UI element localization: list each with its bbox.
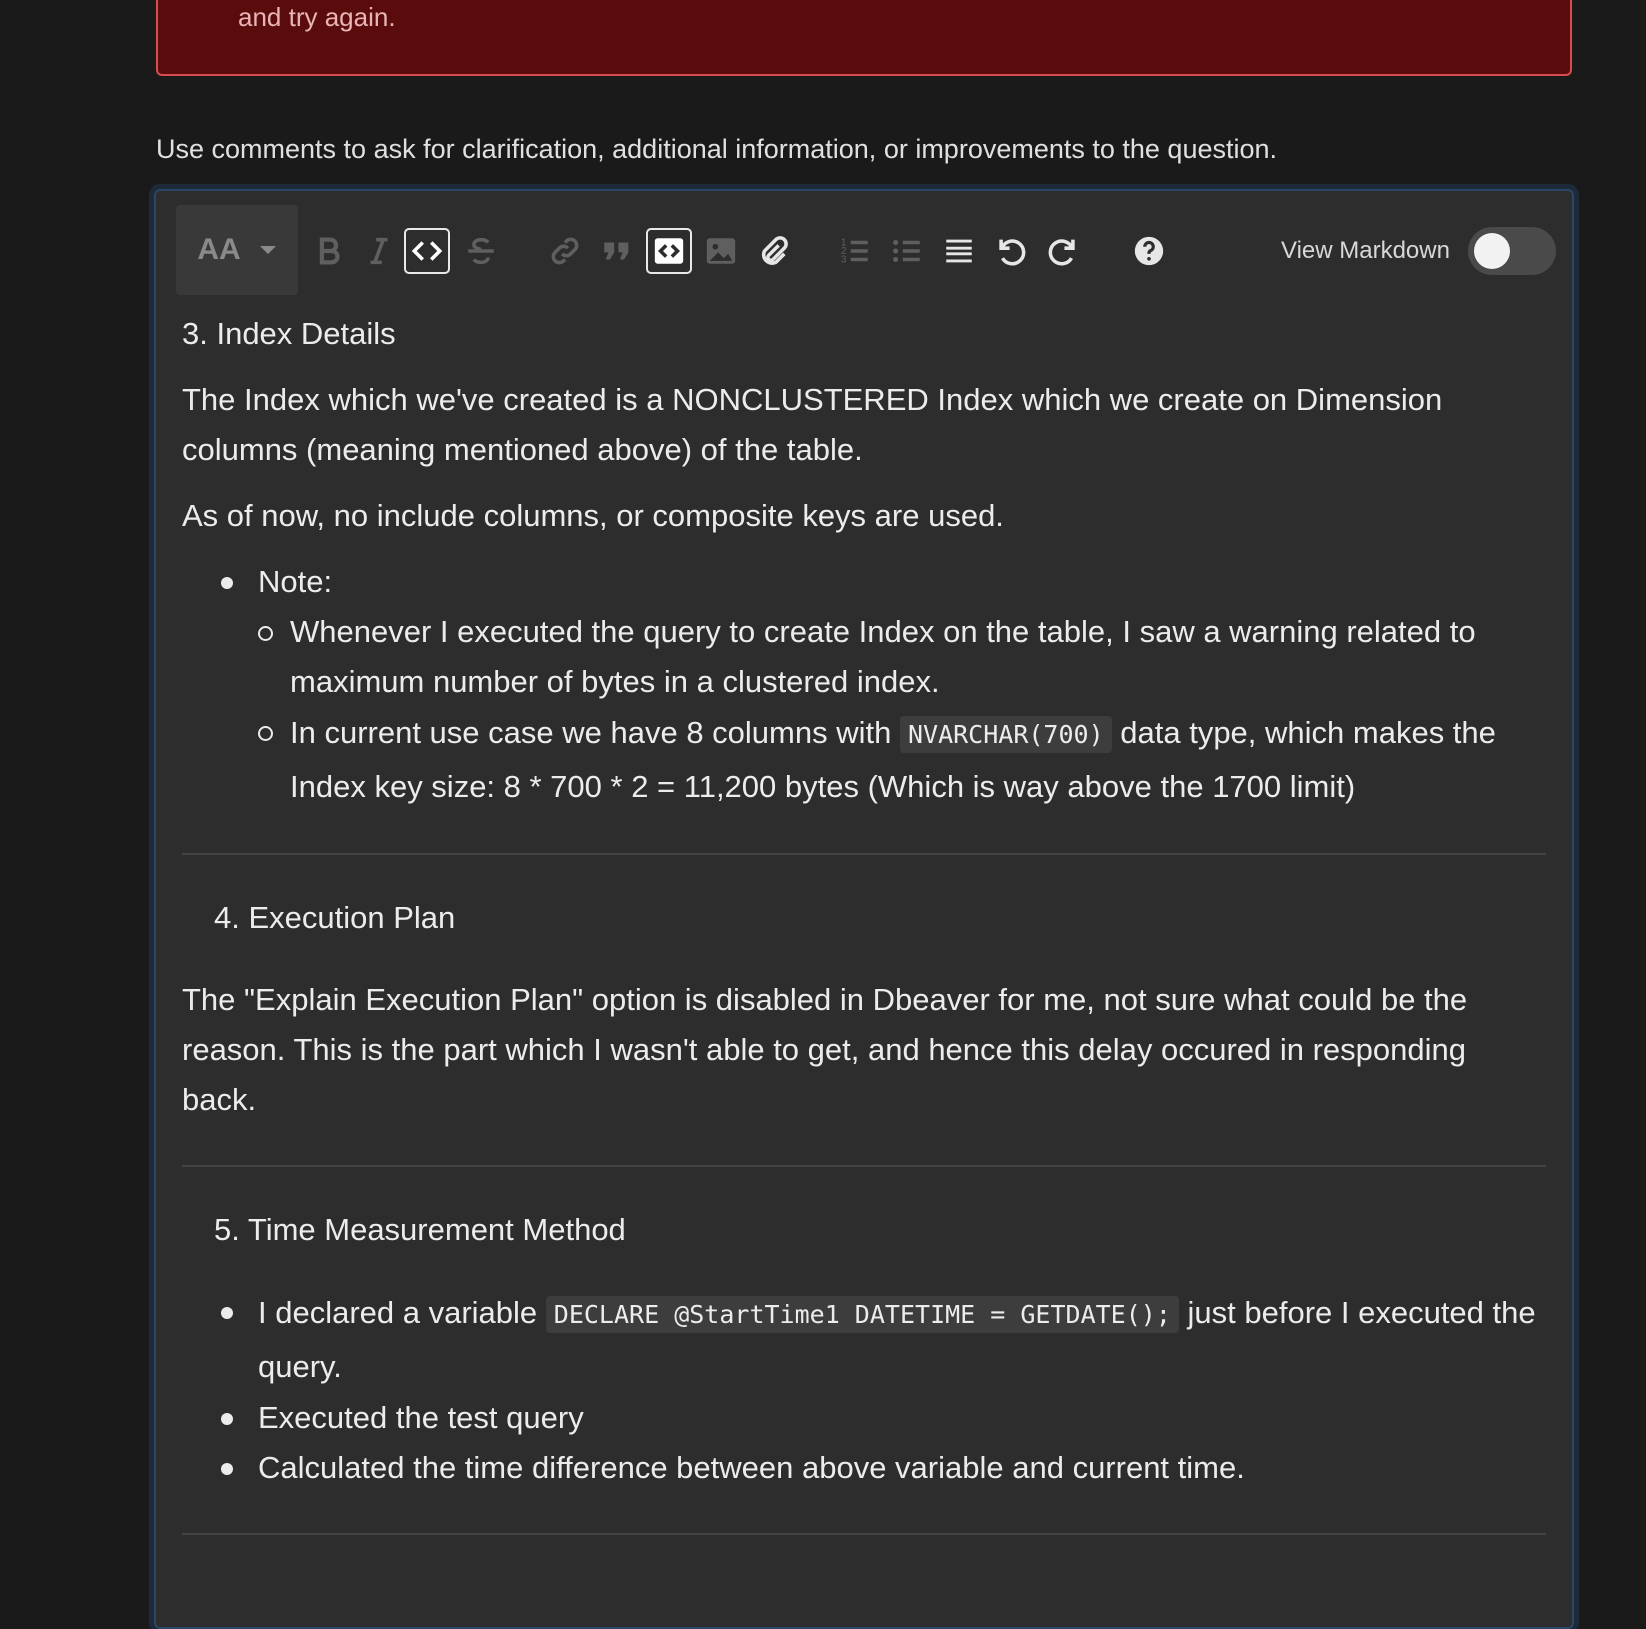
italic-button[interactable] <box>356 228 402 274</box>
bold-icon <box>312 234 346 268</box>
method-item1-text-after: just before I executed the query. <box>258 1295 1536 1384</box>
error-banner <box>156 0 1572 76</box>
section-5-heading: 5. Time Measurement Method <box>214 1212 626 1247</box>
redo-icon <box>1046 234 1080 268</box>
list-item: Executed the test query <box>218 1393 1546 1443</box>
method-list <box>218 1287 1546 1493</box>
comment-hint: Use comments to ask for clarification, additional information, or improvements to the question. <box>156 134 1278 164</box>
editor-toolbar <box>156 191 1572 301</box>
ordered-list-button[interactable] <box>832 228 878 274</box>
note-label: Note: <box>258 564 333 599</box>
link-icon <box>548 234 582 268</box>
strikethrough-icon <box>464 234 498 268</box>
code-icon <box>410 234 444 268</box>
blockquote-button[interactable] <box>594 228 640 274</box>
image-button[interactable] <box>698 228 744 274</box>
section-4-heading: 4. Execution Plan <box>214 900 456 935</box>
bold-button[interactable] <box>306 228 352 274</box>
note-item2-text: In current use case we have 8 columns with <box>290 715 900 750</box>
section-3-paragraph-1: The Index which we've created is a NONCLUSTERED Index which we create on Dimension columns (meaning mentioned above) of the table. <box>182 382 1443 467</box>
method-item1-text: I declared a variable <box>258 1295 546 1330</box>
redo-button[interactable] <box>1040 228 1086 274</box>
horizontal-rule-button[interactable] <box>936 228 982 274</box>
view-markdown-toggle[interactable] <box>1468 227 1556 275</box>
divider <box>182 1165 1546 1167</box>
link-button[interactable] <box>542 228 588 274</box>
divider <box>182 1533 1546 1535</box>
list-item: Whenever I executed the query to create Index on the table, I saw a warning related to maximum number of bytes in a clustered index. <box>258 607 1546 707</box>
view-markdown-label: View Markdown <box>1281 237 1450 264</box>
error-text: and try again. <box>238 2 396 32</box>
section-3-paragraph-2: As of now, no include columns, or composite keys are used. <box>182 498 1004 533</box>
toggle-knob <box>1474 233 1510 269</box>
format-label: AA <box>197 233 241 266</box>
inline-code-button[interactable] <box>404 228 450 274</box>
note-item2-text-after: data type, which makes the Index key size: 8 * 700 * 2 = 11,200 bytes (Which is way above the 1700 limit) <box>290 715 1496 804</box>
bullet-list-icon <box>890 234 924 268</box>
unordered-list-button[interactable] <box>884 228 930 274</box>
list-item <box>258 707 1546 813</box>
code-block-icon <box>652 234 686 268</box>
section-3-heading: 3. Index Details <box>182 316 396 351</box>
code-block-button[interactable] <box>646 228 692 274</box>
divider <box>182 853 1546 855</box>
undo-icon <box>994 234 1028 268</box>
list-item <box>218 557 1546 813</box>
snippet-button[interactable] <box>750 228 796 274</box>
list-item <box>218 1287 1546 1393</box>
list-item: Calculated the time difference between above variable and current time. <box>218 1443 1546 1493</box>
help-button[interactable] <box>1126 228 1172 274</box>
svg-text:3: 3 <box>840 254 847 266</box>
horizontal-rule-icon <box>942 234 976 268</box>
inline-code: NVARCHAR(700) <box>900 716 1112 753</box>
svg-text:1: 1 <box>840 237 847 249</box>
help-icon <box>1132 234 1166 268</box>
paperclip-icon <box>756 234 790 268</box>
strikethrough-button[interactable] <box>458 228 504 274</box>
inline-code: DECLARE @StartTime1 DATETIME = GETDATE(); <box>546 1296 1179 1333</box>
ordered-list-icon <box>838 234 872 268</box>
note-sublist <box>258 607 1546 813</box>
quote-icon <box>600 234 634 268</box>
note-list <box>218 557 1546 813</box>
post-body[interactable] <box>182 301 1546 1573</box>
post-editor[interactable] <box>154 189 1574 1629</box>
italic-icon <box>362 234 396 268</box>
undo-button[interactable] <box>988 228 1034 274</box>
svg-text:2: 2 <box>840 245 847 257</box>
caret-down-icon <box>259 244 277 256</box>
format-dropdown[interactable] <box>176 205 298 295</box>
section-4-paragraph: The "Explain Execution Plan" option is disabled in Dbeaver for me, not sure what could be the reason. This is the part which I wasn't able to get, and hence this delay occured in responding back. <box>182 982 1468 1117</box>
image-icon <box>704 234 738 268</box>
